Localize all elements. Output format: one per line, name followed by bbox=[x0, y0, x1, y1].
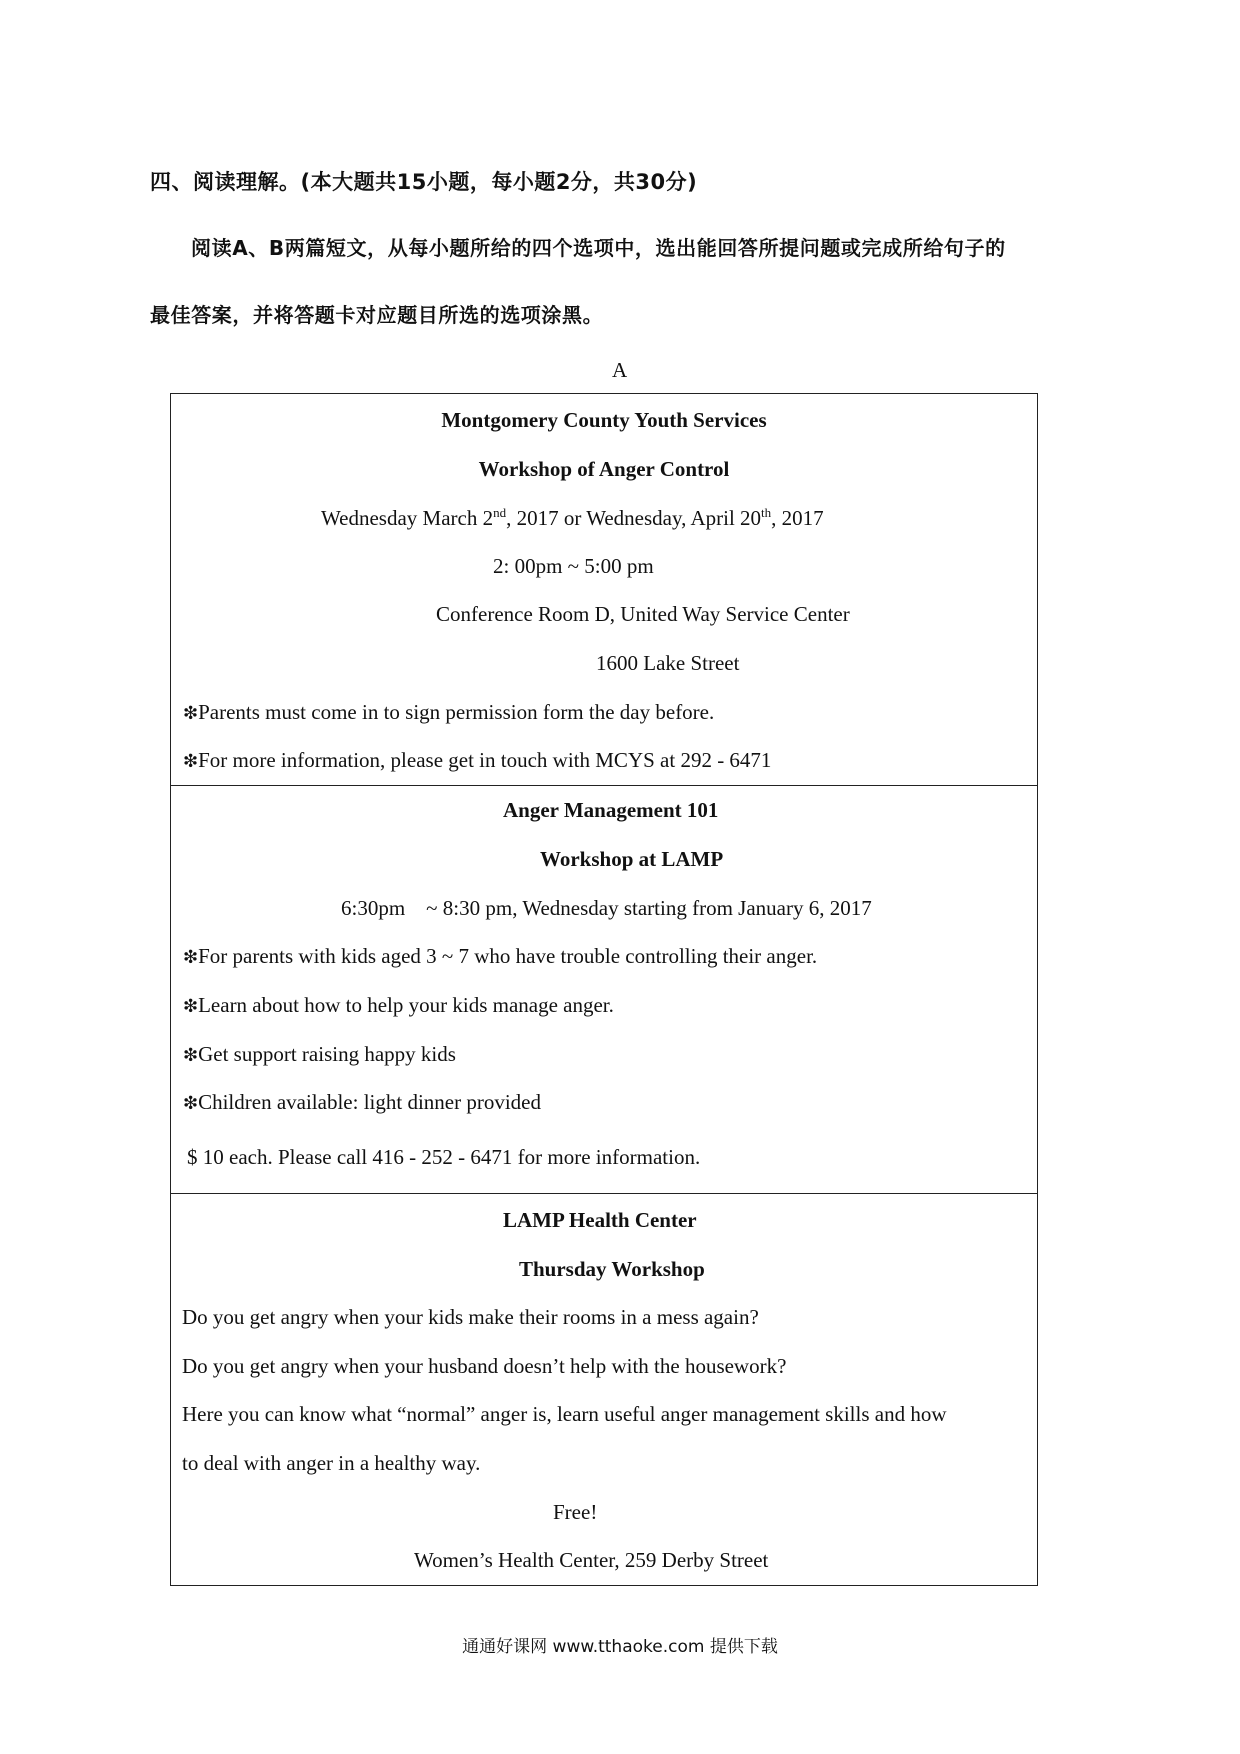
asterisk-bullet-icon: ❇ bbox=[183, 703, 199, 724]
ad2-price: $ 10 each. Please call 416 - 252 - 6471 for more information. bbox=[187, 1145, 701, 1169]
instructions-line-2: 最佳答案，并将答题卡对应题目所选的选项涂黑。 bbox=[150, 303, 604, 327]
ad3-subtitle: Thursday Workshop bbox=[519, 1257, 705, 1281]
ad1-title: Workshop of Anger Control bbox=[478, 457, 730, 481]
ad1-note-2: ❇For more information, please get in touch with MCYS at 292 - 6471 bbox=[183, 748, 772, 772]
ad1-org: Montgomery County Youth Services bbox=[441, 408, 767, 432]
section-title: 四、阅读理解。(本大题共15小题，每小题2分，共30分) bbox=[150, 170, 698, 194]
ad3-body-2: to deal with anger in a healthy way. bbox=[182, 1451, 481, 1475]
ad3-question-2: Do you get angry when your husband doesn’t help with the housework? bbox=[182, 1354, 787, 1378]
ad1-date: Wednesday March 2nd, 2017 or Wednesday, April 20th, 2017 bbox=[321, 505, 824, 530]
ad3-body-1: Here you can know what “normal” anger is, learn useful anger management skills and how bbox=[182, 1402, 947, 1426]
ad1-note-1: ❇Parents must come in to sign permission form the day before. bbox=[183, 700, 715, 724]
ad-anger-management-101 bbox=[170, 785, 1038, 1194]
ad2-item-4: ❇Children available: light dinner provided bbox=[183, 1090, 542, 1114]
ad2-item-1: ❇For parents with kids aged 3 ~ 7 who have trouble controlling their anger. bbox=[183, 944, 818, 968]
asterisk-bullet-icon: ❇ bbox=[183, 947, 199, 968]
asterisk-bullet-icon: ❇ bbox=[183, 996, 199, 1017]
ad3-title: LAMP Health Center bbox=[503, 1208, 697, 1232]
ad-mcys-workshop bbox=[170, 393, 1038, 786]
ad3-address: Women’s Health Center, 259 Derby Street bbox=[414, 1548, 769, 1572]
part-label: A bbox=[612, 358, 628, 382]
ad1-time: 2: 00pm ~ 5:00 pm bbox=[493, 554, 654, 578]
ad1-place: Conference Room D, United Way Service Center bbox=[436, 602, 850, 626]
ad2-item-3: ❇Get support raising happy kids bbox=[183, 1042, 456, 1066]
ad2-item-2: ❇Learn about how to help your kids manage anger. bbox=[183, 993, 614, 1017]
asterisk-bullet-icon: ❇ bbox=[183, 1093, 199, 1114]
asterisk-bullet-icon: ❇ bbox=[183, 1045, 199, 1066]
ad2-schedule: 6:30pm ~ 8:30 pm, Wednesday starting from January 6, 2017 bbox=[341, 896, 872, 920]
page-footer: 通通好课网 www.tthaoke.com 提供下载 bbox=[462, 1637, 778, 1657]
asterisk-bullet-icon: ❇ bbox=[183, 751, 199, 772]
ad2-title: Anger Management 101 bbox=[503, 798, 719, 822]
ad1-street: 1600 Lake Street bbox=[596, 651, 740, 675]
ad3-free: Free! bbox=[553, 1500, 598, 1524]
ad-lamp-health-center bbox=[170, 1193, 1038, 1586]
ad3-question-1: Do you get angry when your kids make their rooms in a mess again? bbox=[182, 1305, 759, 1329]
ad2-subtitle: Workshop at LAMP bbox=[540, 847, 724, 871]
instructions-line-1: 阅读A、B两篇短文，从每小题所给的四个选项中，选出能回答所提问题或完成所给句子的 bbox=[191, 236, 1006, 260]
